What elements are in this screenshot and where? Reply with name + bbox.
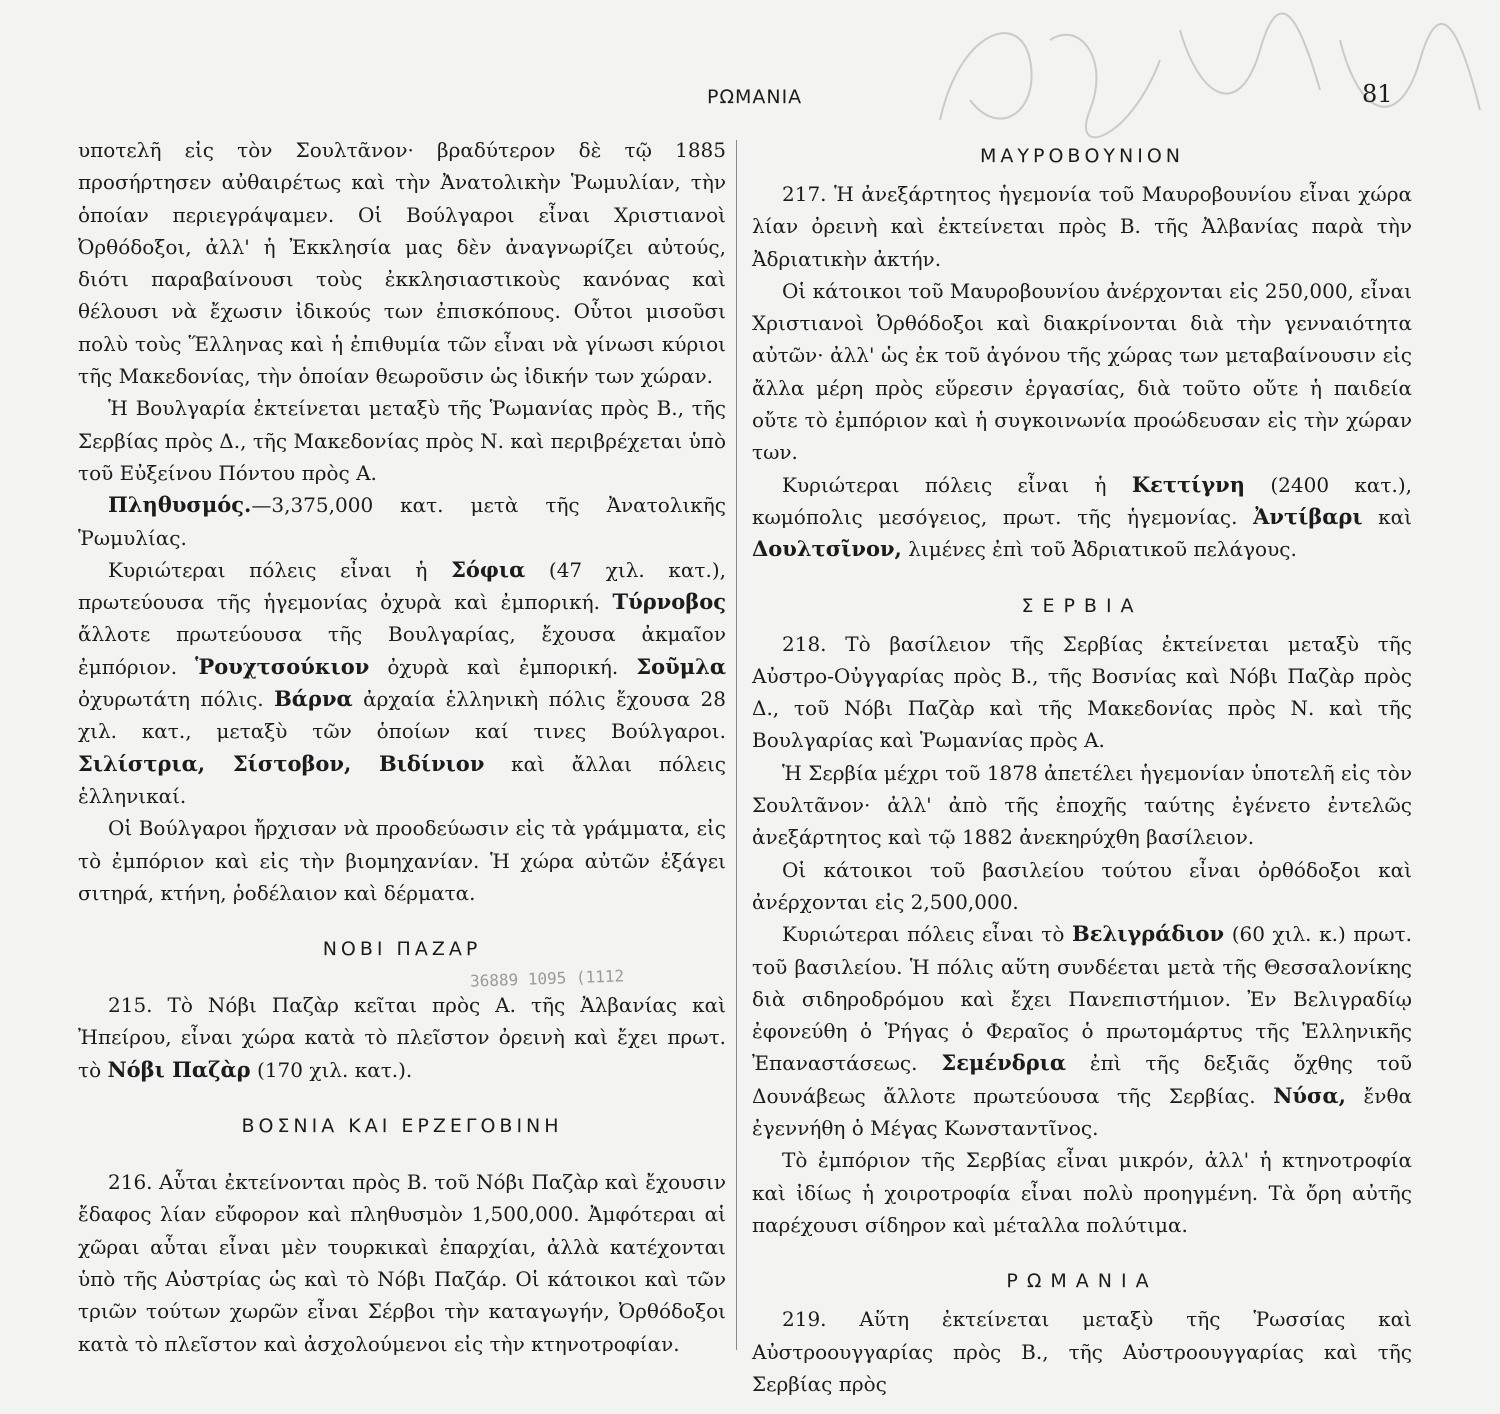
population-label: Πληθυσμός. [108, 492, 252, 518]
paragraph-218: 218. Τὸ βασίλειον τῆς Σερβίας ἐκτείνεται μεταξὺ τῆς Αὐστρο-Οὐγγαρίας πρὸς Β., τῆς Βοσνίας καὶ Νόβι Παζὰρ πρὸς Δ., τοῦ Νόβι Παζὰρ καὶ τῆς Μακεδονίας πρὸς Ν. καὶ τῆς Βουλγαρίας καὶ Ῥωμανίας πρὸς Α. [752, 631, 1412, 753]
city-name: Ἀντίβαρι [1253, 503, 1363, 529]
section-heading: ΣΕΡΒΙΑ [1021, 594, 1143, 617]
text: Κυριώτεραι πόλεις εἶναι τὸ [782, 922, 1072, 947]
city-name: Βελιγράδιον [1071, 921, 1225, 947]
text: ἐπὶ τῆς δεξιᾶς ὄχθης τοῦ Δουνάβεως ἄλλοτε πρωτεύουσα τῆς Σερβίας. [752, 1051, 1412, 1108]
paragraph-population [78, 489, 726, 554]
paragraph: υποτελῆ εἰς τὸν Σουλτᾶνον· βραδύτερον δὲ τῷ 1885 προσήρτησεν αὐθαιρέτως καὶ τὴν Ἀνατολικὴν Ῥωμυλίαν, τὴν ὁποίαν περιεγράψαμεν. Οἱ Βούλγαροι εἶναι Χριστιανοὶ Ὀρθόδοξοι, ἀλλ' ἡ Ἐκκλησία μας δὲν ἀναγνωρίζει αὐτούς, διότι παραβαίνουσι τοὺς ἐκκλησιαστικοὺς κανόνας καὶ θέλουσι νὰ ἔχωσιν ἰδικούς των ἐπισκόπους. Οὗτοι μισοῦσι πολὺ τοὺς Ἕλληνας καὶ ἡ ἐπιθυμία τῶν εἶναι νὰ γίνωσι κύριοι τῆς Μακεδονίας, τὴν ὁποίαν θεωροῦσιν ὡς ἰδικήν των χώραν. [78, 138, 726, 389]
right-column [752, 134, 1412, 1400]
city-name: Ῥουχτσούκιον [195, 653, 370, 679]
city-name: Νύσα, [1273, 1082, 1346, 1108]
section-heading: ΝΟΒΙ ΠΑΖΑΡ [322, 938, 482, 961]
column-divider [736, 140, 737, 1350]
paragraph: Οἱ κάτοικοι τοῦ Μαυροβουνίου ἀνέρχονται εἰς 250,000, εἶναι Χριστιανοὶ Ὀρθόδοξοι καὶ διακρίνονται διὰ τὴν γενναιότητα αὐτῶν· ἀλλ' ὡς ἐκ τοῦ ἀγόνου τῆς χώρας των μεταβαίνουσιν εἰς ἄλλα μέρη πρὸς εὕρεσιν ἐργασίας, διὰ τοῦτο οὔτε ἡ παιδεία οὔτε τὸ ἐμπόριον καὶ ἡ συγκοινωνία προώδευσαν εἰς τὴν χώραν των. [752, 278, 1412, 465]
text: ἄλλοτε πρωτεύουσα τῆς Βουλγαρίας, ἔχουσα ἀκμαῖον ἐμπόριον. [78, 622, 726, 679]
population-text: —3,375,000 κατ. μετὰ τῆς Ἀνατολικῆς Ῥωμυλίας. [78, 493, 726, 550]
city-name: Σιλίστρια, Σίστοβον, Βιδίνιον [78, 750, 485, 776]
city-name: Τύρνοβος [612, 589, 726, 615]
city-name: Βάρνα [274, 686, 353, 712]
section-heading: ΡΩΜΑΝΙΑ [1006, 1270, 1158, 1293]
text: ὀχυρωτάτη πόλις. [78, 687, 275, 712]
city-name: Σεμένδρια [941, 1050, 1066, 1076]
city-name: Σόφια [451, 556, 526, 582]
text: (170 χιλ. κατ.). [250, 1057, 413, 1082]
text: (60 χιλ. κ.) πρωτ. τοῦ βασιλείου. Ἡ πόλις αὕτη συνδέεται μετὰ τῆς Θεσσαλονίκης διὰ σιδηροδρόμου καὶ ἔχει Πανεπιστήμιον. Ἐν Βελιγραδίῳ ἐφονεύθη ὁ Ῥήγας ὁ Φεραῖος ὁ πρωτομάρτυς τῆς Ἑλληνικῆς Ἐπαναστάσεως. [752, 922, 1412, 1076]
text: λιμένες ἐπὶ τοῦ Ἀδριατικοῦ πελάγους. [901, 537, 1297, 562]
text: Κυριώτεραι πόλεις εἶναι ἡ [108, 557, 452, 582]
paragraph-cities [752, 469, 1412, 566]
paragraph: Ἡ Σερβία μέχρι τοῦ 1878 ἀπετέλει ἡγεμονίαν ὑποτελῆ εἰς τὸν Σουλτᾶνον· ἀλλ' ἀπὸ τῆς ἐποχῆς ταύτης ἐγένετο ἐντελῶς ἀνεξάρτητος καὶ τῷ 1882 ἀνεκηρύχθη βασίλειον. [752, 760, 1412, 850]
paragraph-215 [78, 989, 726, 1086]
page-header [0, 80, 1500, 116]
text: Κυριώτεραι πόλεις εἶναι ἡ [782, 472, 1132, 497]
left-column [78, 134, 726, 1360]
section-heading: ΒΟΣΝΙΑ ΚΑΙ ΕΡΖΕΓΟΒΙΝΗ [241, 1115, 563, 1138]
paragraph: Τὸ ἐμπόριον τῆς Σερβίας εἶναι μικρόν, ἀλλ' ἡ κτηνοτροφία καὶ ἰδίως ἡ χοιροτροφία εἶναι πολὺ προηγμένη. Τὰ ὄρη αὐτῆς παρέχουσι σίδηρον καὶ μέταλλα πολύτιμα. [752, 1148, 1412, 1237]
city-name: Κεττίγνη [1131, 471, 1246, 497]
running-title: ΡΩΜΑΝΙΑ [707, 86, 803, 108]
text: ὀχυρὰ καὶ ἐμπορική. [369, 654, 637, 679]
city-name: Νόβι Παζὰρ [107, 1056, 251, 1082]
text: ἀρχαία ἑλληνικὴ πόλις ἔχουσα 28 χιλ. κατ., μεταξὺ τῶν ὁποίων καί τινες Βούλγαροι. [78, 687, 726, 744]
paragraph-219: 219. Αὕτη ἐκτείνεται μεταξὺ τῆς Ῥωσσίας καὶ Αὐστροουγγαρίας πρὸς Β., τῆς Αὐστροουγγαρίας καὶ τῆς Σερβίας πρὸς [752, 1307, 1412, 1396]
paragraph-cities [78, 554, 726, 812]
pencil-stamp: 36889 1095 (1112 [469, 966, 625, 991]
text: (2400 κατ.), κωμόπολις μεσόγειος, πρωτ. τῆς ἡγεμονίας. [752, 472, 1412, 529]
text: ἔνθα ἐγεννήθη ὁ Μέγας Κωνσταντῖνος. [752, 1083, 1412, 1141]
paragraph-216: 216. Αὗται ἐκτείνονται πρὸς Β. τοῦ Νόβι Παζὰρ καὶ ἔχουσιν ἔδαφος λίαν εὔφορον καὶ πληθυσμὸν 1,500,000. Ἀμφότεραι αἱ χῶραι αὗται εἶναι μὲν τουρκικαὶ ἐπαρχίαι, ἀλλὰ κατέχονται ὑπὸ τῆς Αὐστρίας ὡς καὶ τὸ Νόβι Παζάρ. Οἱ κάτοικοι καὶ τῶν τριῶν τούτων χωρῶν εἶναι Σέρβοι τὴν καταγωγήν, Ὀρθόδοξοι κατὰ τὸ πλεῖστον καὶ ἀσχολούμενοι εἰς τὴν κτηνοτροφίαν. [78, 1170, 726, 1356]
text: 215. Τὸ Νόβι Παζὰρ κεῖται πρὸς Α. τῆς Ἀλβανίας καὶ Ἠπείρου, εἶναι χώρα κατὰ τὸ πλεῖστον ὀρεινὴ καὶ ἔχει πρωτ. τὸ [78, 993, 726, 1082]
paragraph: Οἱ Βούλγαροι ἤρχισαν νὰ προοδεύωσιν εἰς τὰ γράμματα, εἰς τὸ ἐμπόριον καὶ εἰς τὴν βιομηχανίαν. Ἡ χώρα αὐτῶν ἐξάγει σιτηρά, κτήνη, ῥοδέλαιον καὶ δέρματα. [78, 816, 726, 905]
text: καὶ ἄλλαι πόλεις ἑλληνικαί. [78, 751, 726, 808]
paragraph-217: 217. Ἡ ἀνεξάρτητος ἡγεμονία τοῦ Μαυροβουνίου εἶναι χώρα λίαν ὀρεινὴ καὶ ἐκτείνεται πρὸς Β. τῆς Ἀλβανίας παρὰ τὴν Ἀδριατικὴν ἀκτήν. [752, 182, 1412, 271]
section-heading: ΜΑΥΡΟΒΟΥΝΙΟΝ [980, 145, 1184, 167]
text: καὶ [1362, 504, 1412, 529]
paragraph-cities [752, 918, 1412, 1144]
page-number: 81 [1362, 80, 1393, 108]
text: (47 χιλ. κατ.), πρωτεύουσα τῆς ἡγεμονίας ὀχυρὰ καὶ ἐμπορική. [78, 557, 726, 615]
paragraph: Ἡ Βουλγαρία ἐκτείνεται μεταξὺ τῆς Ῥωμανίας πρὸς Β., τῆς Σερβίας πρὸς Δ., τῆς Μακεδονίας πρὸς Ν. καὶ περιβρέχεται ὑπὸ τοῦ Εὐξείνου Πόντου πρὸς Α. [78, 396, 726, 485]
city-name: Δουλτσῖνον, [752, 536, 902, 562]
paragraph: Οἱ κάτοικοι τοῦ βασιλείου τούτου εἶναι ὀρθόδοξοι καὶ ἀνέρχονται εἰς 2,500,000. [752, 857, 1412, 914]
city-name: Σοῦμλα [636, 653, 726, 679]
